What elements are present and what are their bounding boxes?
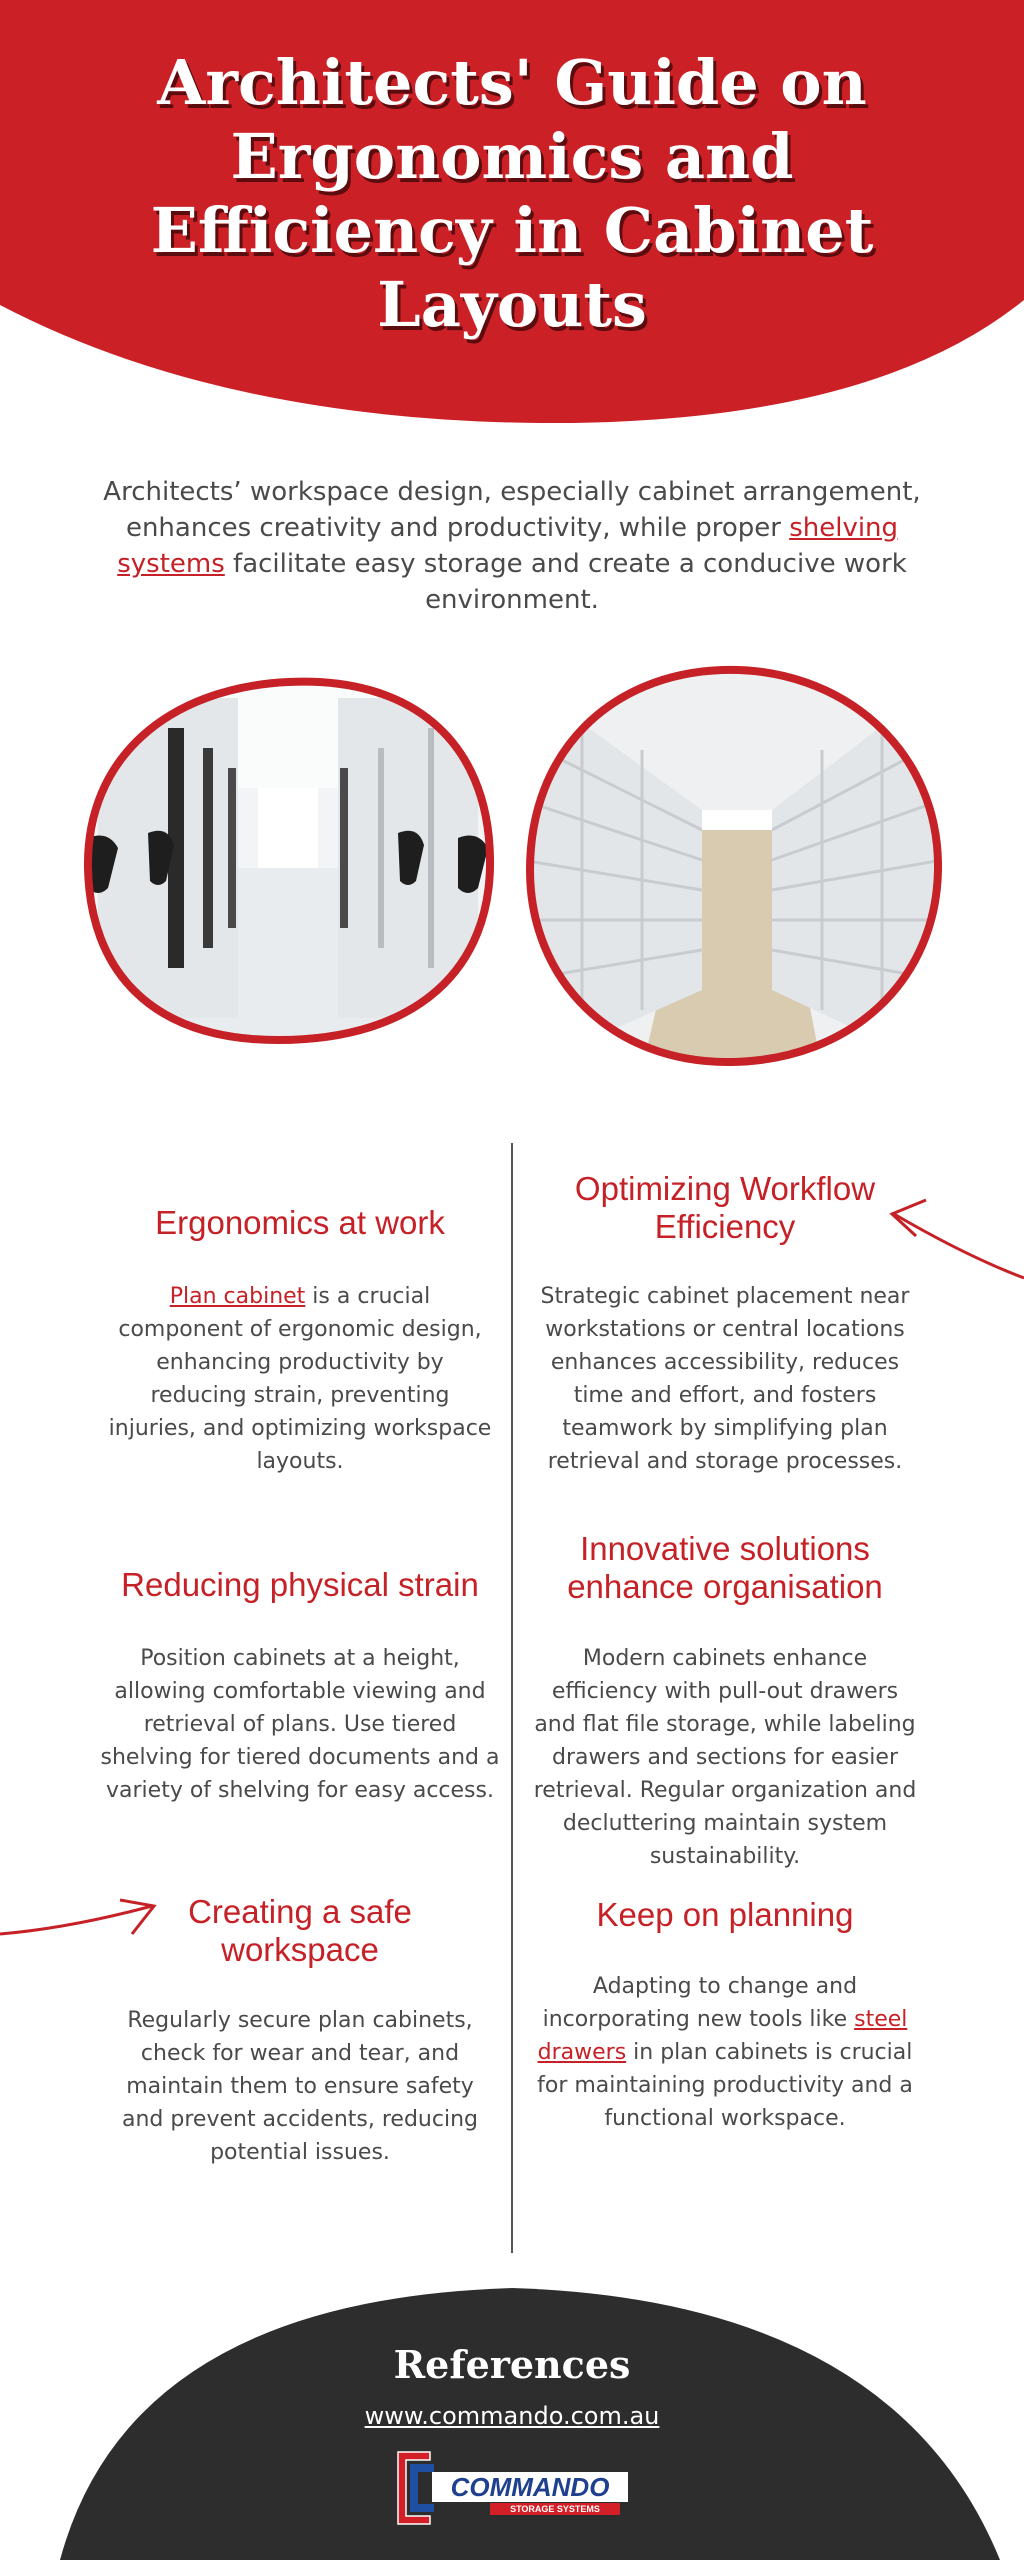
innovative-title: Innovative solutions enhance organisation [567,1530,883,1605]
steel-drawers-link[interactable]: steel drawers [537,2007,908,2065]
logo-wordmark: COMMANDO [450,2472,610,2502]
workflow-body: Strategic cabinet placement near workstations or central locations enhances accessibility, reduces time and effort, and fosters teamwork by simplifying plan retrieval and storage processes. [540,1284,910,1474]
safe-body: Regularly secure plan cabinets, check for wear and tear, and maintain them to ensure safety and prevent accidents, reducing potential issues. [122,2008,478,2165]
plan-cabinet-link[interactable]: Plan cabinet [169,1284,306,1309]
references-title: References [393,2342,631,2387]
page-title: Architects' Guide on Ergonomics and Efficiency in Cabinet Layouts [150,46,874,341]
center-divider [511,1143,513,2253]
planning-body: Adapting to change and incorporating new tools like steel drawers in plan cabinets is crucial for maintaining productivity and a functional workspace. [537,1974,913,2131]
mobile-shelving-photo [78,668,498,1060]
innovative-body: Modern cabinets enhance efficiency with pull-out drawers and flat file storage, while labeling drawers and sections for easier retrieval. Regular organization and decluttering maintain system sustainability. [533,1646,917,1869]
website-link[interactable]: www.commando.com.au [364,2402,660,2430]
planning-title: Keep on planning [596,1896,854,1933]
strain-body: Position cabinets at a height, allowing comfortable viewing and retrieval of plans. Use tiered shelving for tiered documents and a variety of shelving for easy access. [100,1646,500,1803]
safe-title: Creating a safe workspace [188,1893,412,1968]
logo-tagline: STORAGE SYSTEMS [510,2504,600,2514]
workflow-title: Optimizing Workflow Efficiency [574,1170,876,1245]
ergonomics-body: Plan cabinet is a crucial component of ergonomic design, enhancing productivity by reducing strain, preventing injuries, and optimizing workspace layouts. [108,1284,492,1474]
intro-paragraph: Architects’ workspace design, especially cabinet arrangement, enhances creativity and productivity, while proper shelving systems facilitate easy storage and create a conducive work environment. [103,477,921,615]
ergonomics-title: Ergonomics at work [155,1204,445,1241]
steel-shelving-photo [522,660,942,1070]
arrow-right-icon [0,1894,160,1964]
commando-logo [390,2446,634,2530]
shelving-systems-link[interactable]: shelving systems [117,513,899,579]
strain-title: Reducing physical strain [121,1566,479,1603]
